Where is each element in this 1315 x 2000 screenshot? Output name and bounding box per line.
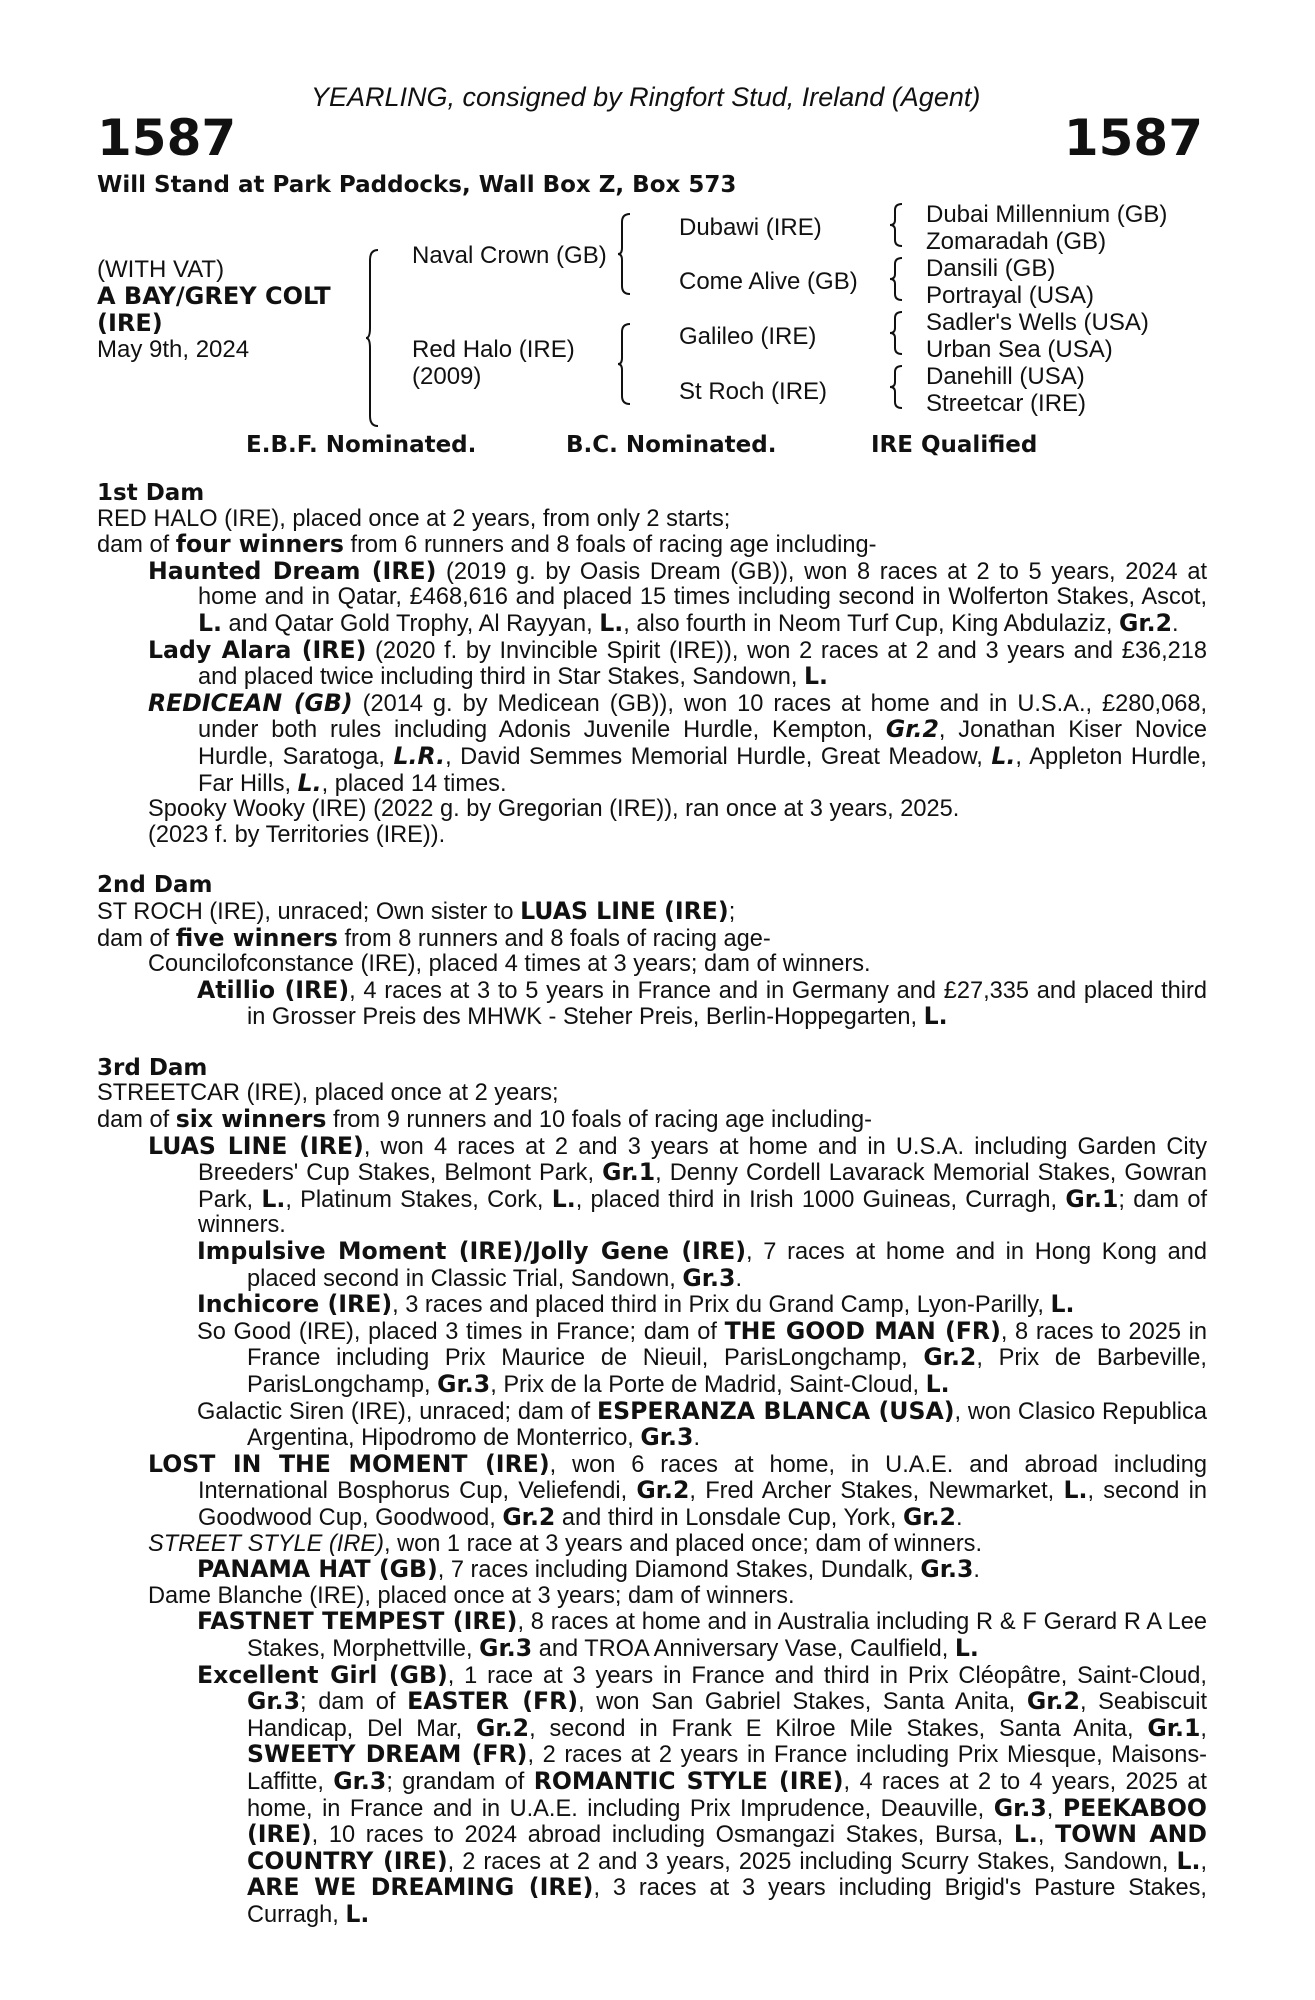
dam-name: Red Halo (IRE) xyxy=(412,336,575,363)
produce-spooky-wooky: Spooky Wooky (IRE) (2022 g. by Gregorian (IRE)), ran once at 3 years, 2025. xyxy=(148,796,960,823)
lot-number-left: 1587 xyxy=(97,109,237,167)
consignment-line: YEARLING, consigned by Ringfort Stud, Ireland (Agent) xyxy=(311,82,981,112)
produce-redicean: REDICEAN (GB) (2014 g. by Medicean (GB)), won 10 races at home and in U.S.A., £280,068, under both rules including Adonis Juvenile Hurdle, Kempton, Gr.2, Jonathan Kiser Novice Hurdle, Saratoga, L.R., David Semmes Memorial Hurdle, Great Meadow, L., Appleton Hurdle, Far Hills, L., placed 14 times. xyxy=(148,688,1207,797)
produce-fastnet-tempest: FASTNET TEMPEST (IRE), 8 races at home and in Australia including R & F Gerard R A Lee Stakes, Morphettville, Gr.3 and TROA Anniversary Vase, Caulfield, L. xyxy=(197,1607,1207,1662)
subject-name: A BAY/GREY COLT xyxy=(97,282,331,310)
third-dam-heading: 3rd Dam xyxy=(97,1054,208,1081)
dam-dam: St Roch (IRE) xyxy=(679,378,828,405)
first-dam-summary: dam of four winners from 6 runners and 8 foals of racing age including- xyxy=(97,530,877,559)
second-dam-summary: dam of five winners from 8 runners and 8 foals of racing age- xyxy=(97,923,771,952)
pedigree-brace-sire xyxy=(618,212,634,296)
produce-2023-filly: (2023 f. by Territories (IRE)). xyxy=(148,821,446,848)
gen3-5: Sadler's Wells (USA) xyxy=(926,309,1149,336)
produce-lost-in-the-moment: LOST IN THE MOMENT (IRE), won 6 races at home, in U.A.E. and abroad including International Bosphorus Cup, Veliefendi, Gr.2, Fred Archer Stakes, Newmarket, L., second in Goodwood Cup, Goodwood, Gr.2 and third in Lonsdale Cup, York, Gr.2. xyxy=(148,1449,1208,1531)
third-dam-intro: STREETCAR (IRE), placed once at 2 years; xyxy=(97,1080,559,1107)
second-dam-intro: ST ROCH (IRE), unraced; Own sister to LUAS LINE (IRE); xyxy=(97,896,736,925)
pedigree-brace-g3-4 xyxy=(890,364,904,410)
ire-qualified: IRE Qualified xyxy=(871,432,1038,458)
gen3-1: Dubai Millennium (GB) xyxy=(926,201,1168,228)
gen3-4: Portrayal (USA) xyxy=(926,282,1095,309)
produce-luas-line: LUAS LINE (IRE), won 4 races at 2 and 3 years at home and in U.S.A. including Garden City Breeders' Cup Stakes, Belmont Park, Gr.1, Denny Cordell Lavarack Memorial Stakes, Gowran Park, L., Platinum Stakes, Cork, L., placed third in Irish 1000 Guineas, Curragh, Gr.1; dam of winners. xyxy=(148,1131,1208,1239)
sire-name: Naval Crown (GB) xyxy=(412,242,607,269)
produce-inchicore: Inchicore (IRE), 3 races and placed third in Prix du Grand Camp, Lyon-Parilly, L. xyxy=(197,1290,1075,1319)
gen3-6: Urban Sea (USA) xyxy=(926,336,1113,363)
gen3-8: Streetcar (IRE) xyxy=(926,390,1087,417)
subject-name-origin: (IRE) xyxy=(97,309,163,337)
dam-sire: Galileo (IRE) xyxy=(679,323,817,350)
produce-street-style: STREET STYLE (IRE), won 1 race at 3 years and placed once; dam of winners. xyxy=(148,1530,983,1557)
produce-lady-alara: Lady Alara (IRE) (2020 f. by Invincible Spirit (IRE)), won 2 races at 2 and 3 years and £36,218 and placed twice including third in Star Stakes, Sandown, L. xyxy=(148,635,1207,691)
pedigree-brace-g3-2 xyxy=(890,256,904,302)
produce-panama-hat: PANAMA HAT (GB), 7 races including Diamond Stakes, Dundalk, Gr.3. xyxy=(197,1555,980,1584)
pedigree-brace-g3-1 xyxy=(890,202,904,248)
produce-excellent-girl: Excellent Girl (GB), 1 race at 3 years in France and third in Prix Cléopâtre, Saint-Cloud, Gr.3; dam of EASTER (FR), won San Gabriel Stakes, Santa Anita, Gr.2, Seabiscuit Handicap, Del Mar, Gr.2, second in Frank E Kilroe Mile Stakes, Santa Anita, Gr.1, SWEETY DREAM (FR), 2 races at 2 years in France including Prix Miesque, Maisons-Laffitte, Gr.3; grandam of ROMANTIC STYLE (IRE), 4 races at 2 to 4 years, 2025 at home, in France and in U.A.E. including Prix Imprudence, Deauville, Gr.3, PEEKABOO (IRE), 10 races to 2024 abroad including Osmangazi Stakes, Bursa, L., TOWN AND COUNTRY (IRE), 2 races at 2 and 3 years, 2025 including Scurry Stakes, Sandown, L., ARE WE DREAMING (IRE), 3 races at 3 years including Brigid's Pasture Stakes, Curragh, L. xyxy=(197,1660,1208,1928)
gen3-7: Danehill (USA) xyxy=(926,363,1085,390)
produce-atillio: Atillio (IRE), 4 races at 3 to 5 years in France and in Germany and £27,335 and placed third in Grosser Preis des MHWK - Steher Preis, Berlin-Hoppegarten, L. xyxy=(197,975,1207,1031)
dam-year: (2009) xyxy=(412,363,482,390)
second-dam-heading: 2nd Dam xyxy=(97,872,213,899)
gen3-2: Zomaradah (GB) xyxy=(926,228,1107,255)
pedigree-brace-dam xyxy=(618,322,634,406)
produce-galactic-siren: Galactic Siren (IRE), unraced; dam of ESPERANZA BLANCA (USA), won Clasico Republica Argentina, Hipodromo de Monterrico, Gr.3. xyxy=(197,1396,1207,1452)
produce-councilofconstance: Councilofconstance (IRE), placed 4 times at 3 years; dam of winners. xyxy=(148,951,871,978)
pedigree-brace-main xyxy=(366,248,386,428)
ebf-nomination: E.B.F. Nominated. xyxy=(246,432,477,458)
foaling-date: May 9th, 2024 xyxy=(97,336,250,363)
family-notes xyxy=(97,481,1207,1928)
produce-so-good: So Good (IRE), placed 3 times in France; dam of THE GOOD MAN (FR), 8 races to 2025 in France including Prix Maurice de Nieuil, ParisLongchamp, Gr.2, Prix de Barbeville, ParisLongchamp, Gr.3, Prix de la Porte de Madrid, Saint-Cloud, L. xyxy=(197,1316,1207,1398)
first-dam-intro: RED HALO (IRE), placed once at 2 years, from only 2 starts; xyxy=(97,505,731,532)
lot-number-right: 1587 xyxy=(1063,109,1203,167)
vat-note: (WITH VAT) xyxy=(97,256,225,283)
first-dam-heading: 1st Dam xyxy=(97,480,205,506)
bc-nomination: B.C. Nominated. xyxy=(566,432,777,458)
sire-sire: Dubawi (IRE) xyxy=(679,214,822,241)
stand-location: Will Stand at Park Paddocks, Wall Box Z, Box 573 xyxy=(97,172,737,198)
gen3-3: Dansili (GB) xyxy=(926,255,1056,282)
produce-impulsive-moment: Impulsive Moment (IRE)/Jolly Gene (IRE), 7 races at home and in Hong Kong and placed second in Classic Trial, Sandown, Gr.3. xyxy=(197,1237,1207,1292)
produce-dame-blanche: Dame Blanche (IRE), placed once at 3 years; dam of winners. xyxy=(148,1582,795,1609)
pedigree-brace-g3-3 xyxy=(890,310,904,356)
third-dam-summary: dam of six winners from 9 runners and 10 foals of racing age including- xyxy=(97,1105,873,1134)
produce-haunted-dream: Haunted Dream (IRE) (2019 g. by Oasis Dream (GB)), won 8 races at 2 to 5 years, 2024 at home and in Qatar, £468,616 and placed 15 times including second in Wolferton Stakes, Ascot, L. and Qatar Gold Trophy, Al Rayyan, L., also fourth in Neom Turf Cup, King Abdulaziz, Gr.2. xyxy=(148,556,1207,637)
sire-dam: Come Alive (GB) xyxy=(679,268,858,295)
